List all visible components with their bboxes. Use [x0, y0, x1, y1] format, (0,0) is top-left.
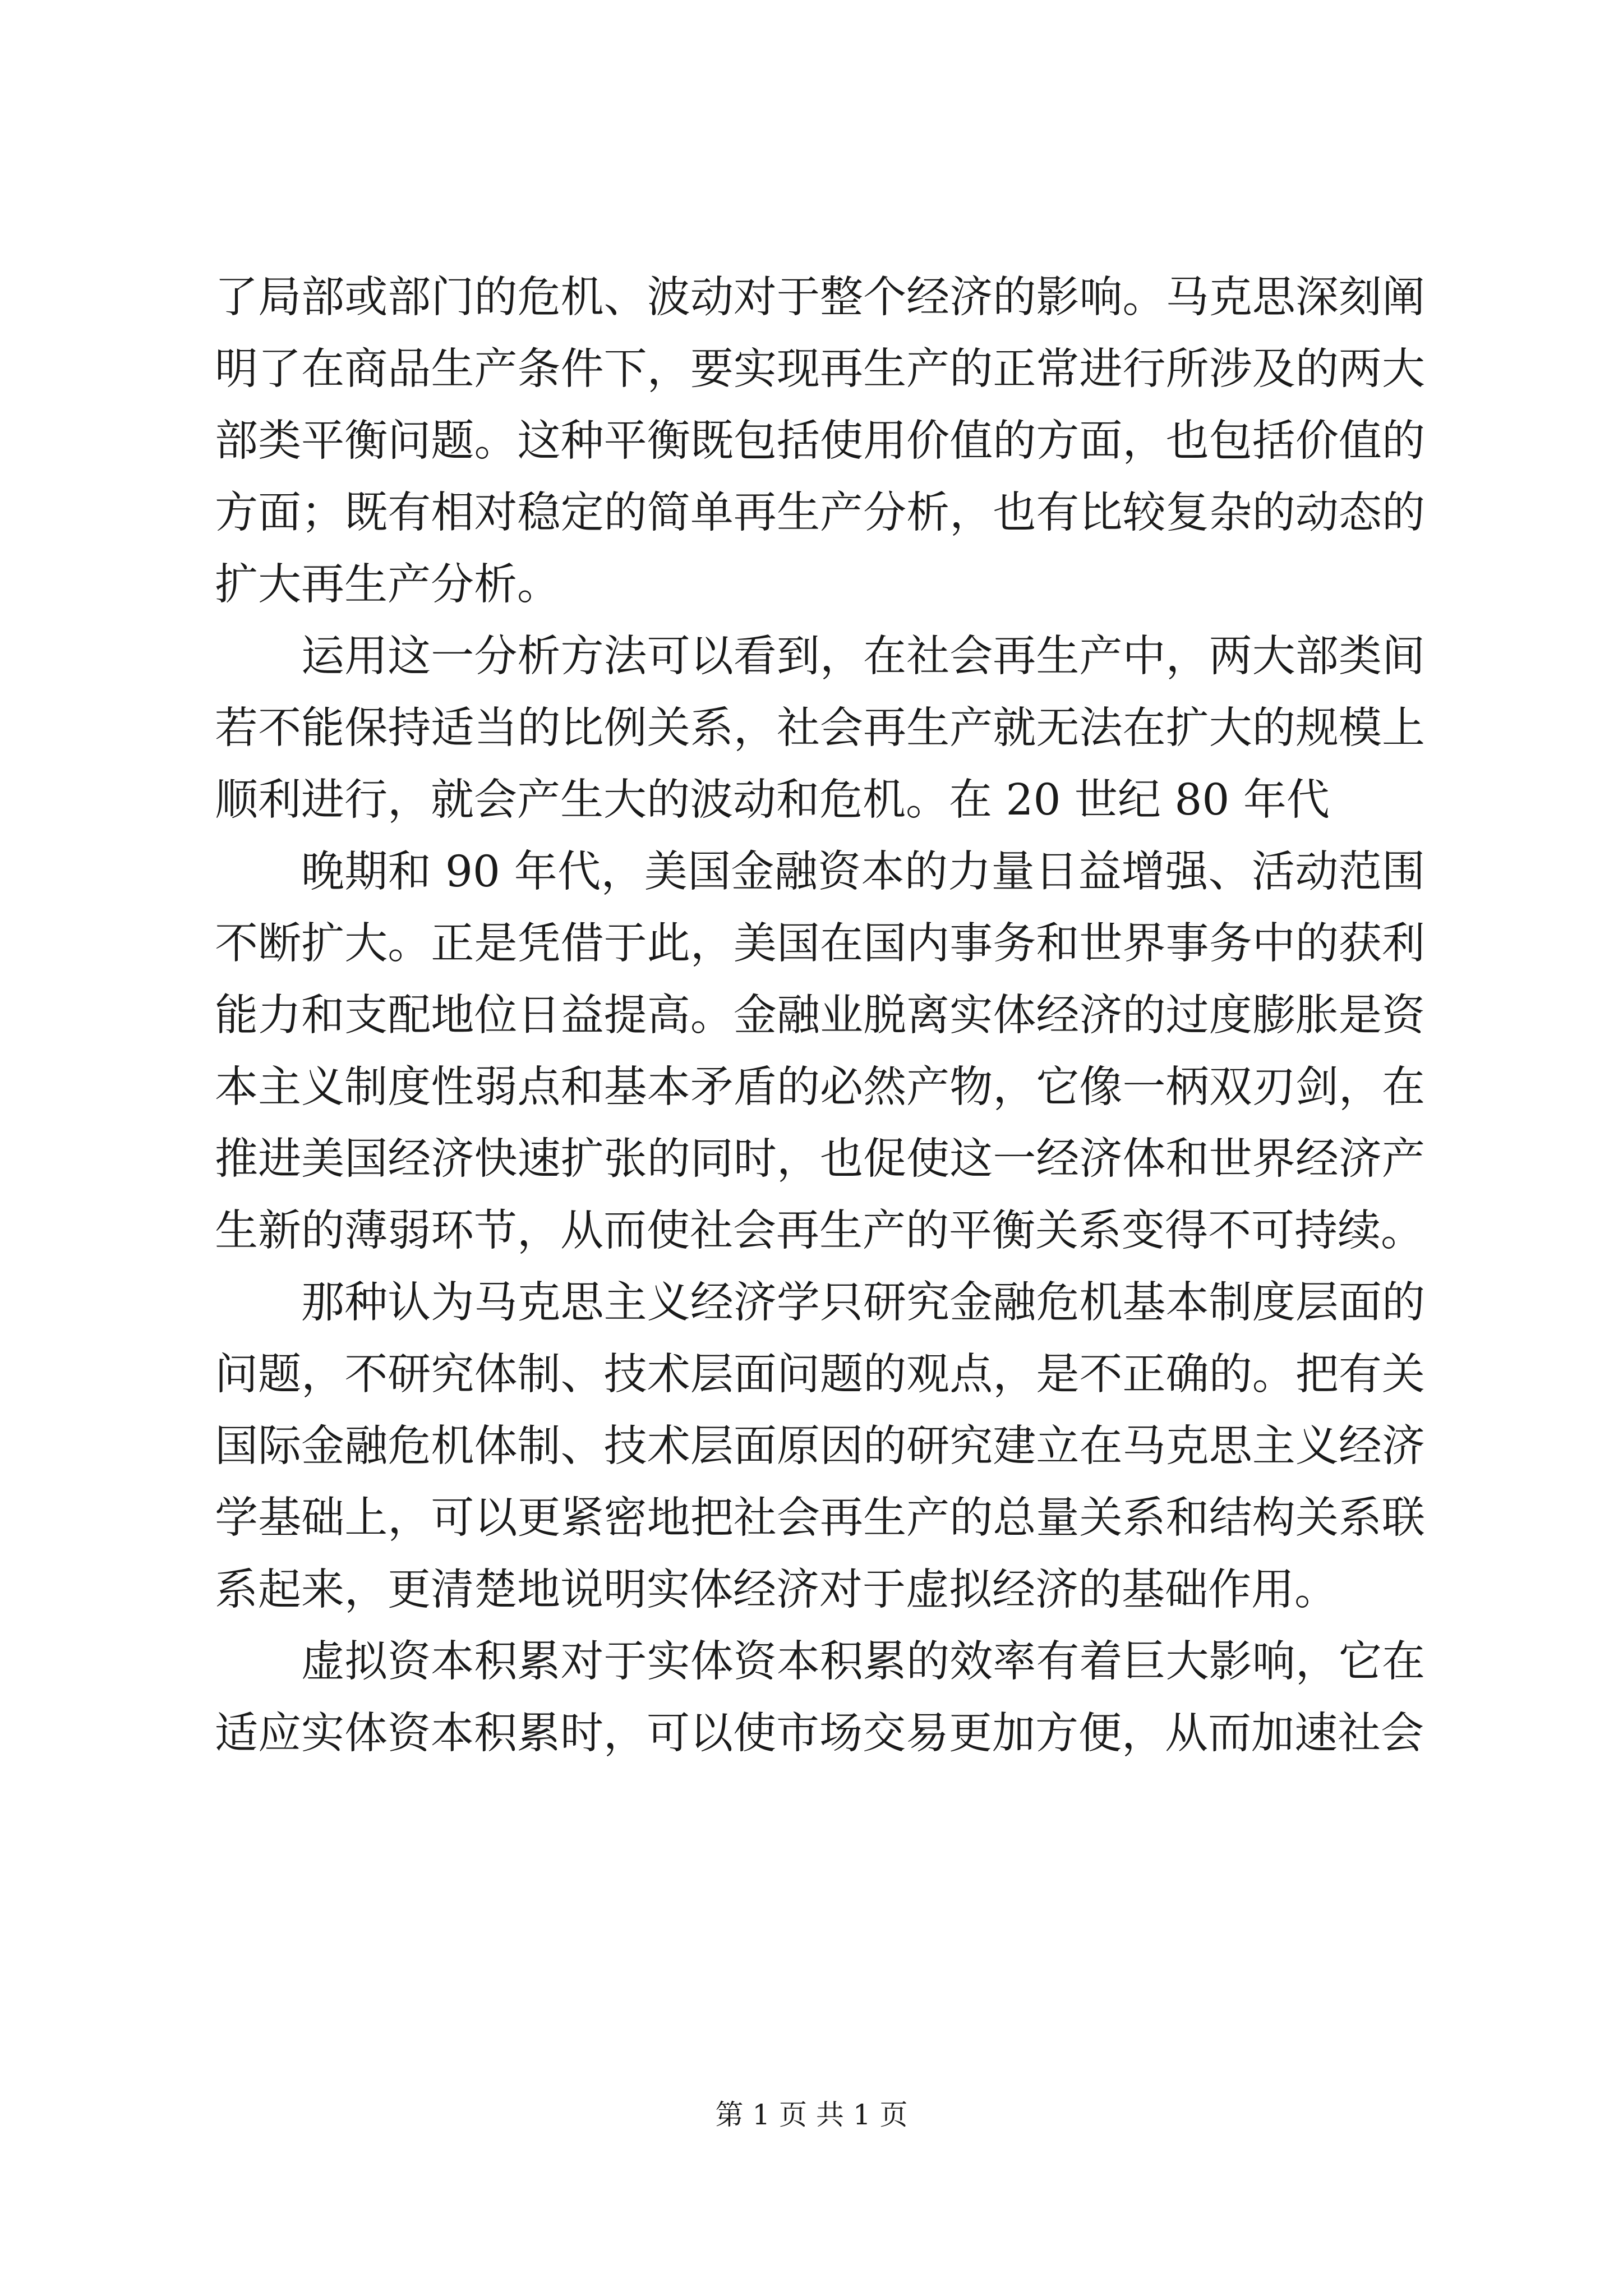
paragraph-2: 运用这一分析方法可以看到，在社会再生产中，两大部类间若不能保持适当的比例关系，社会再生产就无法在扩大的规模上顺利进行，就会产生大的波动和危机。在 20 世纪 80 年代 — [215, 632, 1425, 825]
page-number-footer: 第 1 页 共 1 页 — [715, 2099, 908, 2131]
paragraph-4: 那种认为马克思主义经济学只研究金融危机基本制度层面的问题，不研究体制、技术层面问题的观点，是不正确的。把有关国际金融危机体制、技术层面原因的研究建立在马克思主义经济学基础上，可以更紧密地把社会再生产的总量关系和结构关系联系起来，更清楚地说明实体经济对于虚拟经济的基础作用。 — [215, 1278, 1425, 1615]
paragraph-3: 晚期和 90 年代，美国金融资本的力量日益增强、活动范围不断扩大。正是凭借于此，美国在国内事务和世界事务中的获利能力和支配地位日益提高。金融业脱离实体经济的过度膨胀是资本主义制度性弱点和基本矛盾的必然产物，它像一柄双刃剑，在推进美国经济快速扩张的同时，也促使这一经济体和世界经济产生新的薄弱环节，从而使社会再生产的平衡关系变得不可持续。 — [215, 847, 1425, 1256]
paragraph-5: 虚拟资本积累对于实体资本积累的效率有着巨大影响，它在适应实体资本积累时，可以使市场交易更加方便，从而加速社会 — [215, 1637, 1425, 1759]
paragraph-1: 了局部或部门的危机、波动对于整个经济的影响。马克思深刻阐明了在商品生产条件下，要实现再生产的正常进行所涉及的两大部类平衡问题。这种平衡既包括使用价值的方面，也包括价值的方面；既有相对稳定的简单再生产分析，也有比较复杂的动态的扩大再生产分析。 — [215, 273, 1425, 610]
body-text — [215, 262, 1425, 1770]
